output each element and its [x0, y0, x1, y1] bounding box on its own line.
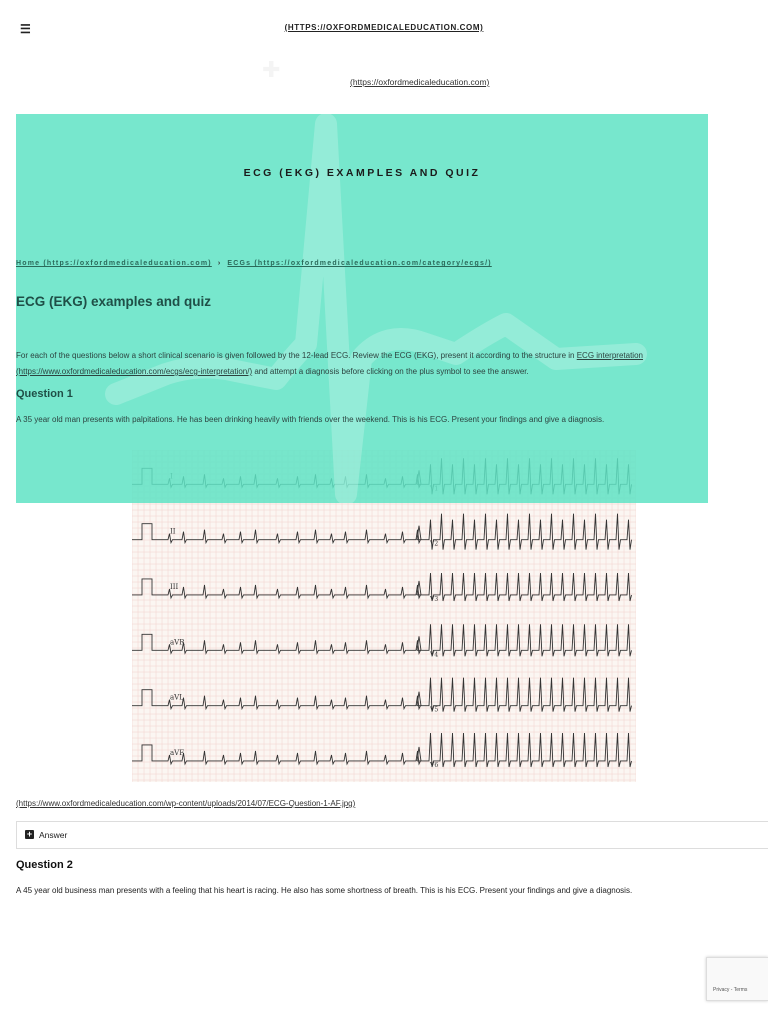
recaptcha-privacy-terms[interactable]: Privacy - Terms — [713, 987, 748, 993]
question-1-text: A 35 year old man presents with palpitations. He has been drinking heavily with friends over the weekend. This is his ECG. Present your findings and give a diagnosis. — [16, 415, 605, 424]
ecg-lead-label: III — [170, 582, 179, 591]
ecg-lead-label: aVF — [170, 748, 185, 757]
banner-title: ECG (EKG) EXAMPLES AND QUIZ — [243, 167, 481, 179]
ecg-lead-label: aVL — [170, 693, 184, 702]
ecg-lead-label: V5 — [430, 706, 439, 714]
ecg-lead-label: II — [170, 527, 176, 536]
ecg-lead-label: V6 — [430, 761, 439, 769]
question-2-text: A 45 year old business man presents with a feeling that his heart is racing. He also has some shortness of breath. This is his ECG. Present your findings and give a diagnosis. — [16, 886, 633, 895]
intro-text-end: and attempt a diagnosis before clicking on the plus symbol to see the answer. — [252, 367, 529, 376]
ecg-lead-label: V3 — [430, 595, 439, 603]
answer-toggle[interactable] — [16, 821, 768, 849]
logo-home-link[interactable]: (https://oxfordmedicaleducation.com) — [350, 77, 490, 87]
ecg-lead-label: V4 — [430, 651, 439, 659]
ecg-lead-label: V2 — [430, 540, 439, 548]
ecg-lead-label: aVR — [170, 638, 185, 647]
page-title: ECG (EKG) examples and quiz — [16, 294, 212, 309]
ecg-image-link[interactable]: (https://www.oxfordmedicaleducation.com/wp-content/uploads/2014/07/ECG-Question-1-AF.jpg) — [16, 799, 356, 808]
breadcrumb-ecgs-link[interactable]: ECGs (https://oxfordmedicaleducation.com/category/ecgs/) — [227, 260, 492, 267]
breadcrumb-separator: › — [217, 260, 222, 267]
breadcrumb-home-link[interactable]: Home (https://oxfordmedicaleducation.com) — [16, 260, 212, 267]
question-2-heading: Question 2 — [16, 859, 73, 871]
breadcrumb — [16, 260, 492, 267]
intro-paragraph — [16, 348, 728, 380]
answer-label: Answer — [39, 830, 68, 840]
ecg-interpretation-link[interactable]: ECG interpretation (https://www.oxfordmedicaleducation.com/ecgs/ecg-interpretation/) — [16, 351, 643, 376]
question-1-heading: Question 1 — [16, 388, 73, 400]
site-logo: ✚ — [262, 58, 281, 83]
page-banner — [16, 114, 708, 503]
intro-text-start: For each of the questions below a short clinical scenario is given followed by the 12-lead ECG. Review the ECG (EKG), present it according to the structure in — [16, 351, 577, 360]
site-home-link[interactable]: (HTTPS://OXFORDMEDICALEDUCATION.COM) — [284, 23, 484, 32]
plus-square-icon[interactable]: + — [26, 829, 33, 839]
hamburger-menu-icon[interactable]: ☰ — [20, 22, 31, 36]
recaptcha-badge[interactable] — [706, 957, 768, 1001]
